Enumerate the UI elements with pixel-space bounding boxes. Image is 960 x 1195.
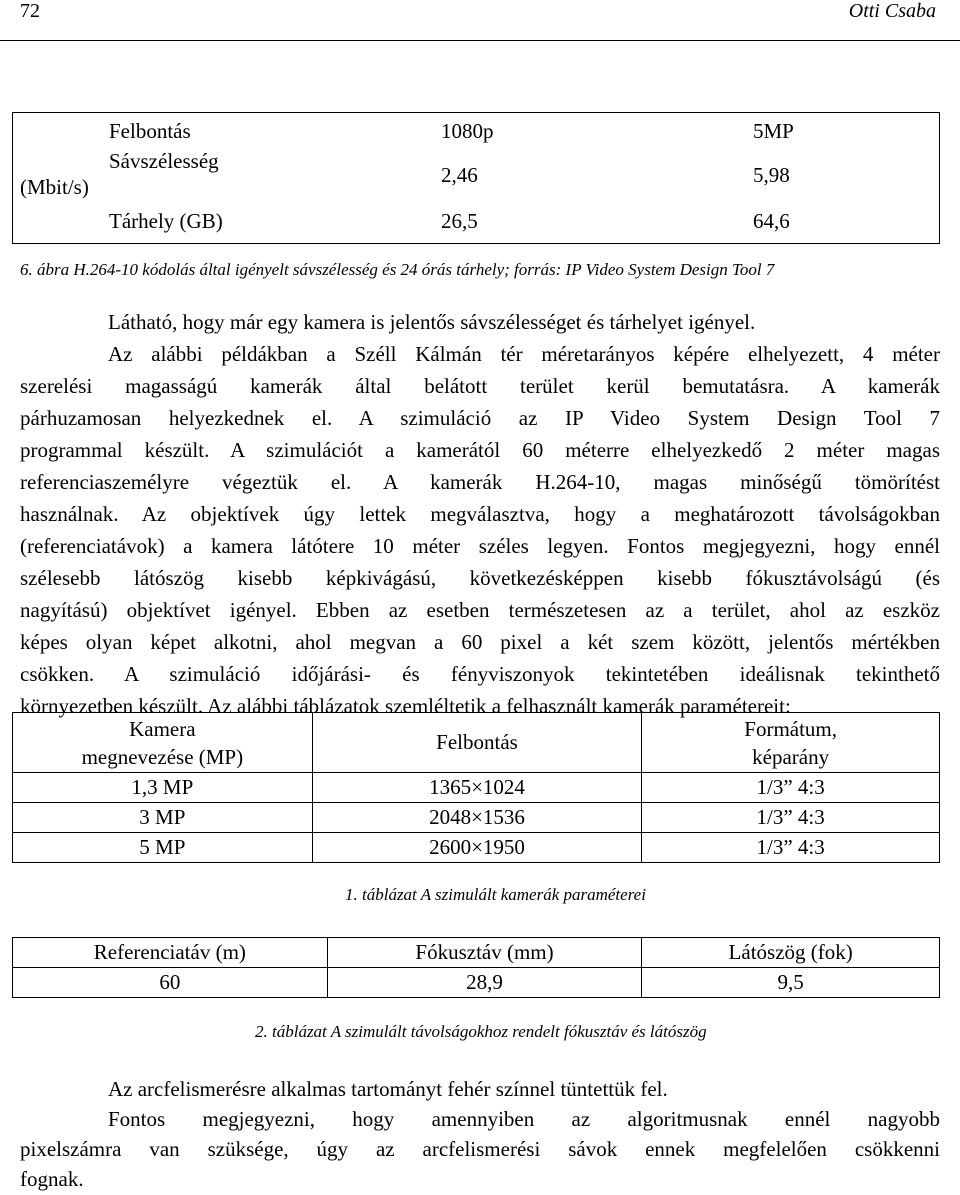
- paragraph-line: környezetben készült. Az alábbi táblázatok szemléltetik a felhasznált kamerák paramétereit:: [20, 694, 791, 718]
- table-header-cell: Referenciatáv (m): [13, 938, 328, 968]
- page-number: 72: [20, 0, 40, 22]
- closing-line: fognak.: [20, 1167, 84, 1191]
- table-header-cell: Kamera megnevezése (MP): [13, 713, 313, 773]
- paragraph-line: nagyítású) objektívet igényel. Ebben az esetben természetesen az a terület, ahol az eszköz: [20, 598, 940, 622]
- page-header: [0, 0, 960, 41]
- figure-table: [12, 112, 940, 244]
- table-header-cell: Látószög (fok): [642, 938, 940, 968]
- paragraph-line: programmal készült. A szimulációt a kamerától 60 méterre elhelyezkedő 2 méter magas: [20, 438, 940, 462]
- fig-cell-246: 2,46: [441, 163, 478, 187]
- paragraph-line: képes olyan képet alkotni, ahol megvan a 60 pixel a két szem között, jelentős mértékben: [20, 630, 940, 654]
- table-cell: 1/3” 4:3: [642, 803, 940, 833]
- paragraph-line: csökken. A szimuláció időjárási- és fényviszonyok tekintetében ideálisnak tekinthető: [20, 662, 940, 686]
- paragraph-line: párhuzamosan helyezkednek el. A szimuláció az IP Video System Design Tool 7: [20, 406, 940, 430]
- table-header-row: [13, 713, 940, 773]
- table-row: [13, 968, 940, 998]
- table-cell: 2600×1950: [312, 833, 642, 863]
- figure-caption: 6. ábra H.264-10 kódolás által igényelt sávszélesség és 24 órás tárhely; forrás: IP Video System Design Tool 7: [20, 260, 775, 279]
- table-row: [13, 773, 940, 803]
- fig-cell-265: 26,5: [441, 209, 478, 233]
- fig-cell-tarhely: Tárhely (GB): [109, 209, 223, 233]
- table-header-row: [13, 938, 940, 968]
- paragraph-line: Az alábbi példákban a Széll Kálmán tér méretarányos képére elhelyezett, 4 méter: [108, 342, 940, 366]
- table-cell: 2048×1536: [312, 803, 642, 833]
- table-cell: 1365×1024: [312, 773, 642, 803]
- table-row: [13, 833, 940, 863]
- table-header-cell: Fókusztáv (mm): [327, 938, 642, 968]
- reference-distance-table: [12, 937, 940, 998]
- table-cell: 1/3” 4:3: [642, 773, 940, 803]
- paragraph-line: referenciaszemélyre végeztük el. A kamerák H.264-10, magas minőségű tömörítést: [20, 470, 940, 494]
- fig-cell-1080p: 1080p: [441, 119, 494, 143]
- closing-line: pixelszámra van szüksége, úgy az arcfelismerési sávok ennek megfelelően csökkenni: [20, 1137, 940, 1161]
- table-row: [13, 803, 940, 833]
- fig-cell-5mp: 5MP: [753, 119, 794, 143]
- author-name: Otti Csaba: [848, 0, 936, 22]
- table-cell: 1,3 MP: [13, 773, 313, 803]
- table-cell: 1/3” 4:3: [642, 833, 940, 863]
- camera-parameters-table: [12, 712, 940, 863]
- table-cell: 9,5: [642, 968, 940, 998]
- table-cell: 60: [13, 968, 328, 998]
- table2-caption: 2. táblázat A szimulált távolságokhoz rendelt fókusztáv és látószög: [255, 1022, 707, 1041]
- paragraph-line: használnak. Az objektívek úgy lettek megválasztva, hogy a meghatározott távolságokban: [20, 502, 940, 526]
- fig-cell-felbontas: Felbontás: [109, 119, 191, 143]
- table-cell: 28,9: [327, 968, 642, 998]
- closing-line: Az arcfelismerésre alkalmas tartományt fehér színnel tüntettük fel.: [108, 1077, 668, 1101]
- closing-line: Fontos megjegyezni, hogy amennyiben az algoritmusnak ennél nagyobb: [108, 1107, 940, 1131]
- paragraph-line: (referenciatávok) a kamera látótere 10 méter széles legyen. Fontos megjegyezni, hogy ennél: [20, 534, 940, 558]
- fig-cell-savszelesseg: Sávszélesség: [109, 149, 219, 173]
- paragraph-line: Látható, hogy már egy kamera is jelentős sávszélességet és tárhelyet igényel.: [108, 310, 756, 334]
- table1-caption: 1. táblázat A szimulált kamerák paraméterei: [345, 885, 646, 904]
- fig-cell-mbits: (Mbit/s): [20, 175, 89, 199]
- fig-cell-598: 5,98: [753, 163, 790, 187]
- paragraph-line: szerelési magasságú kamerák által belátott terület kerül bemutatásra. A kamerák: [20, 374, 940, 398]
- table-cell: 5 MP: [13, 833, 313, 863]
- fig-cell-646: 64,6: [753, 209, 790, 233]
- table-header-cell: Formátum, képarány: [642, 713, 940, 773]
- paragraph-line: szélesebb látószög kisebb képkivágású, következésképpen kisebb fókusztávolságú (és: [20, 566, 940, 590]
- table-header-cell: Felbontás: [312, 713, 642, 773]
- table-cell: 3 MP: [13, 803, 313, 833]
